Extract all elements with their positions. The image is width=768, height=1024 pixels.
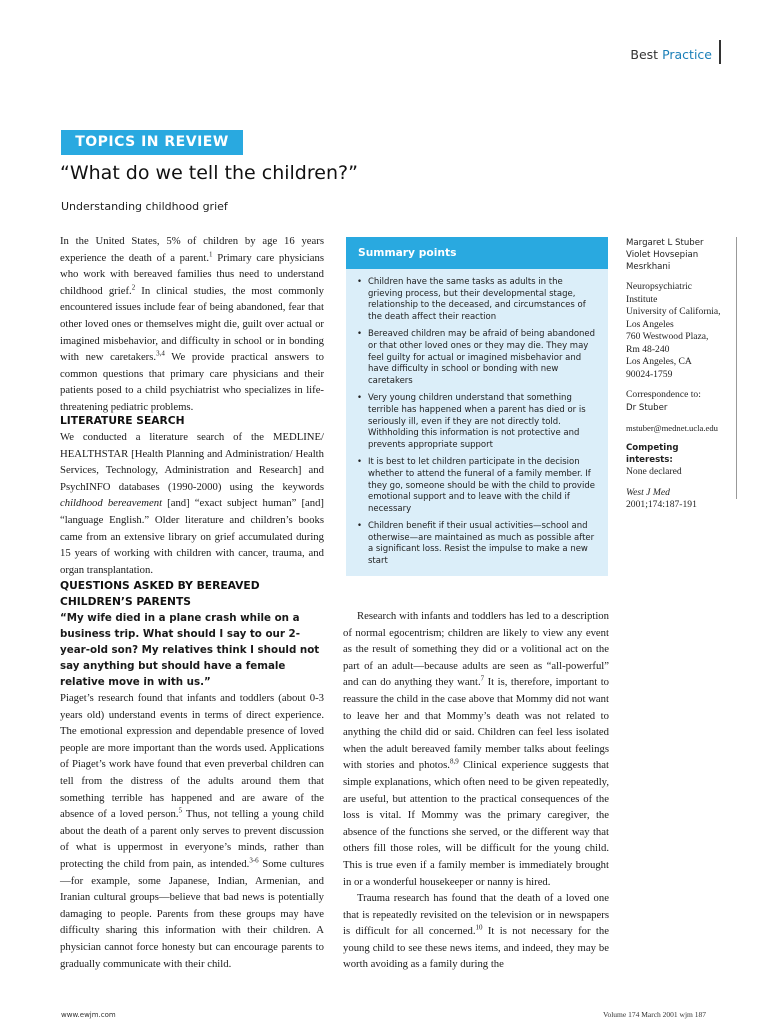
footer-issue-info: Volume 174 March 2001 wjm 187 [603, 1010, 706, 1019]
affiliation-line: University of California, [626, 306, 721, 317]
literature-search-paragraph [60, 429, 324, 578]
intro-text-2: Primary care physicians who work with bereaved families thus need to understand childhood grief. [60, 251, 325, 297]
piaget-text-2: Thus, not telling a young child about the death of a parent only serves to prevent discussion of what is uppermost in everyone’s minds, rather than protecting the child from pain, as intended. [60, 808, 324, 870]
competing-interests-value: None declared [626, 466, 682, 477]
lit-keyword: childhood bereavement [60, 497, 163, 510]
trauma-text-1: Trauma research has found that the death of a loved one that is repeatedly revisited on the television or in newspapers is difficult for all concerned. [343, 892, 609, 938]
intro-paragraph [60, 233, 324, 416]
citation-journal: West J Med [626, 486, 670, 498]
topic-badge: TOPICS IN REVIEW [61, 130, 243, 155]
section-label [630, 47, 712, 62]
ref-7: 7 [480, 674, 485, 683]
footer-website: www.ewjm.com [61, 1011, 116, 1019]
ref-2: 2 [131, 283, 136, 292]
affiliation-line: 90024-1759 [626, 368, 673, 380]
questions-heading: QUESTIONS ASKED BY BEREAVED CHILDREN’S PARENTS [60, 579, 260, 608]
ref-8-9: 8,9 [449, 757, 459, 766]
intro-text-3: In clinical studies, the most commonly encountered issues include fear of being abandoned, fear that other loved ones or themselves might die, guilt over actual or imagined misbehavior, and difficulty in school or in bonding with new caretakers. [60, 284, 324, 364]
ref-5: 5 [178, 806, 183, 815]
piaget-text-3: Some cultures—for example, some Japanese, Indian, Armenian, and Iranian cultural groups—believe that bad news is potentially damaging to people. Parents from these groups may have difficulty sharing this information with their children. A physician cannot force honesty but can encourage parents to gradually communicate with their child. [60, 857, 324, 970]
affiliation-line: Los Angeles [626, 318, 674, 330]
author-name: Mesrkhani [626, 262, 671, 272]
ref-3-6: 3-6 [249, 856, 259, 865]
ref-10: 10 [475, 923, 483, 932]
affiliation-line: Neuropsychiatric [626, 281, 693, 292]
competing-interests-label: Competing interests: [626, 443, 679, 465]
parent-question-quote: “My wife died in a plane crash while on a business trip. What should I say to our 2-year-old son? My relatives think I should not say anything but should have a female relative move in with us.” [60, 612, 320, 688]
citation-reference: 2001;174:187-191 [626, 499, 697, 510]
piaget-paragraph [60, 690, 324, 972]
summary-point: • Children benefit if their usual activities—school and otherwise—are maintained as much as possible after a significant loss. Resist the impulse to make a new start [354, 521, 600, 567]
summary-points-box [346, 237, 608, 576]
section-label-best: Best [630, 47, 659, 62]
egocentrism-text-1: Research with infants and toddlers has led to a description of normal egocentrism; children are likely to view any event as the result of something they did or a volitional act on the part of an adult—because adults are seen as “all-powerful” and can do anything they want. [343, 610, 609, 689]
correspondence-name: Dr Stuber [626, 402, 668, 413]
sidebar-divider [736, 237, 737, 499]
article-subtitle: Understanding childhood grief [61, 200, 228, 213]
ref-1: 1 [209, 250, 213, 259]
piaget-text-1: Piaget’s research found that infants and toddlers (about 0-3 years old) understand events in terms of direct experience. The emotional expression and dependable presence of loved people are more important than the words used. Applications of Piaget’s work have found that even preverbal children can tell from the distress of the adults around them that something terrible has happened and are aware of the absence of a loved person. [60, 692, 324, 821]
header-divider [719, 40, 721, 64]
author-name: Violet Hovsepian [626, 250, 699, 260]
egocentrism-text-3: Clinical experience suggests that simple explanations, which often need to be given repeatedly, are useful, but attention to the practical consequences of the loss is vital. If Mommy was the primary caregiver, the absence of the functions she served, or the different way that others fill those roles, will be difficult for the young child. This is true even if a family member is immediately brought in or a wonderful housekeeper or nanny is hired. [343, 759, 609, 888]
lit-text-2: [and] “exact subject human” [and] “language English.” Older literature and children’s books came from an extensive library on grief accumulated during 15 years of working with children with cancer, trauma, and organ transplantation. [60, 497, 324, 576]
author-sidebar [626, 237, 722, 512]
correspondence-label: Correspondence to: [626, 389, 701, 400]
right-column-text [343, 608, 609, 973]
intro-text-4: We provide practical answers to common questions that primary care physicians and their patients posed to a child psychiatrist who specializes in life-threatening pediatric problems. [60, 351, 324, 413]
summary-list [354, 277, 600, 574]
literature-search-heading: LITERATURE SEARCH [60, 414, 185, 427]
summary-point: • Children have the same tasks as adults in the grieving process, but their developmental stage, relationship to the deceased, and circumstances of the death affect their reaction [354, 277, 600, 323]
affiliation-line: 760 Westwood Plaza, [626, 331, 709, 342]
section-label-practice: Practice [662, 47, 712, 62]
egocentrism-text-2: It is, therefore, important to reassure the child in the case above that Mommy did not want to leave her and that Mommy’s death was not related to anything the child did or said. Children can feel less isolated when the adult bereaved family member talks about feelings with stories and photos. [343, 676, 610, 772]
affiliation-line: Los Angeles, CA [626, 356, 692, 367]
summary-title: Summary points [358, 246, 457, 259]
correspondence-email[interactable]: mstuber@mednet.ucla.edu [626, 422, 718, 433]
summary-point: • Bereaved children may be afraid of being abandoned or that other loved ones or they may die. They may feel guilty for actual or imagined misbehavior and have difficulty in school or bonding with new caretakers [354, 329, 600, 387]
summary-point: • It is best to let children participate in the decision whether to attend the funeral of a family member. If they go, someone should be with the child to provide emotional support and to leave with the child if necessary [354, 457, 600, 515]
intro-text-1: In the United States, 5% of children by age 16 years experience the death of a parent. [60, 235, 324, 264]
article-title: “What do we tell the children?” [60, 162, 358, 184]
summary-header [346, 237, 608, 269]
ref-3: 3,4 [156, 349, 165, 358]
affiliation-line: Rm 48-240 [626, 343, 670, 355]
affiliation-line: Institute [626, 293, 658, 305]
summary-point: • Very young children understand that something terrible has happened when a parent has died or is seriously ill, even if they are not directly told. Withholding this information is not protective and prevents appropriate support [354, 393, 600, 451]
author-name: Margaret L Stuber [626, 238, 704, 248]
trauma-text-2: It is not necessary for the young child to see these news items, and indeed, they may be worth avoiding as a family during the [343, 925, 609, 971]
lit-text-1: We conducted a literature search of the MEDLINE/ HEALTHSTAR [Health Planning and Administration/ Health Services, Technology, Administration and Research] and PsychINFO databases (1990-2000) using the keywords [60, 431, 324, 493]
